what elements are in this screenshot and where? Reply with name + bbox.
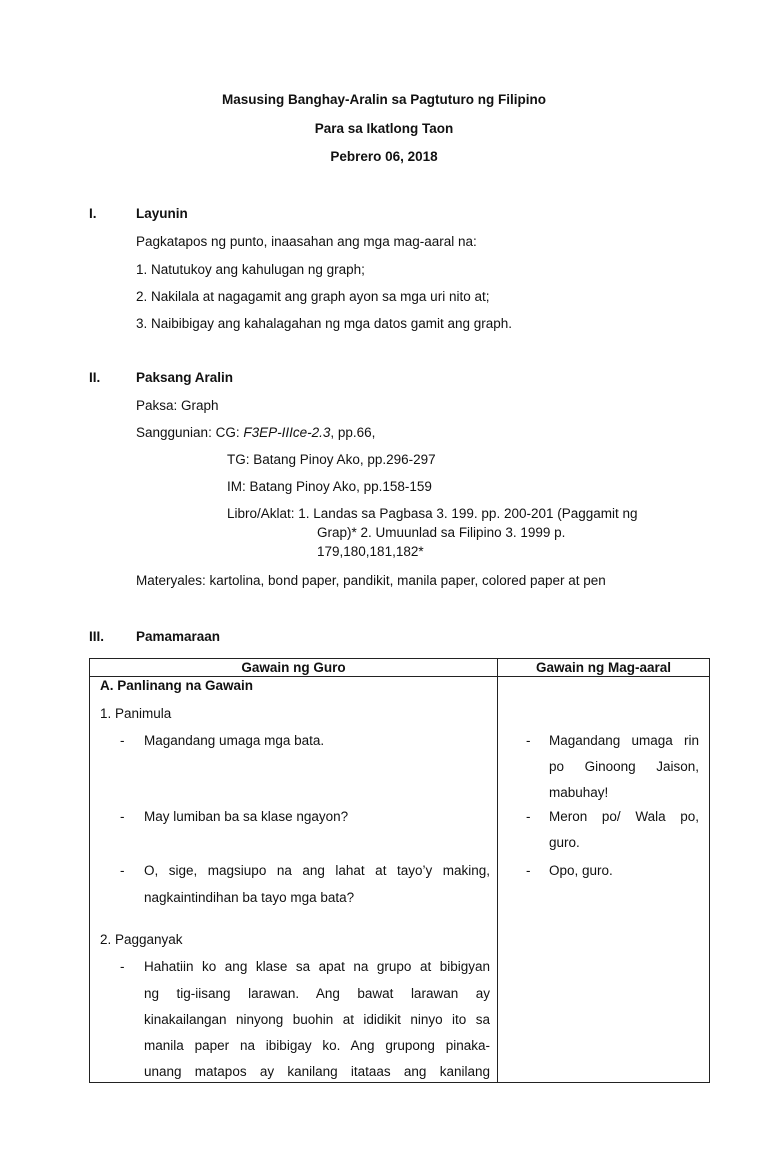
- dash-bullet: -: [526, 863, 531, 878]
- section-2-numeral: II.: [89, 370, 101, 385]
- student-column-header: Gawain ng Mag-aaral: [498, 659, 710, 677]
- section-1-intro: Pagkatapos ng punto, inaasahan ang mga mag-aaral na:: [136, 234, 477, 249]
- document-title: Masusing Banghay-Aralin sa Pagtuturo ng Filipino: [221, 92, 547, 107]
- document-subtitle: Para sa Ikatlong Taon: [314, 121, 454, 136]
- objective-item: 3. Naibibigay ang kahalagahan ng mga datos gamit ang graph.: [136, 316, 513, 331]
- libro-reference-line-2: Grap)* 2. Umuunlad sa Filipino 3. 1999 p.: [317, 525, 566, 540]
- section-1-numeral: I.: [89, 206, 97, 221]
- student-line: po Ginoong Jaison,: [549, 759, 699, 774]
- dash-bullet: -: [526, 733, 531, 748]
- student-line: guro.: [549, 835, 580, 850]
- sanggunian-code: F3EP-IIIce-2.3: [243, 425, 331, 440]
- section-3-heading: Pamamaraan: [136, 629, 221, 644]
- pagganyak-heading: 2. Pagganyak: [100, 932, 183, 947]
- objective-item: 2. Nakilala at nagagamit ang graph ayon sa mga uri nito at;: [136, 289, 490, 304]
- teacher-line: Hahatiin ko ang klase sa apat na grupo at bibigyan: [144, 959, 490, 974]
- procedure-table: [89, 658, 710, 1083]
- dash-bullet: -: [120, 809, 125, 824]
- teacher-line: ng tig-iisang larawan. Ang bawat larawan ay: [144, 986, 490, 1001]
- section-2-heading: Paksang Aralin: [136, 370, 234, 385]
- libro-reference-line-3: 179,180,181,182*: [317, 544, 424, 559]
- dash-bullet: -: [120, 863, 125, 878]
- student-line: Magandang umaga rin: [549, 733, 699, 748]
- paksa-line: Paksa: Graph: [136, 398, 219, 413]
- dash-bullet: -: [120, 733, 125, 748]
- student-line: Opo, guro.: [549, 863, 613, 878]
- objective-item: 1. Natutukoy ang kahulugan ng graph;: [136, 262, 365, 277]
- teacher-line: kinakailangan ninyong buohin at ididikit ninyo ito sa: [144, 1012, 490, 1027]
- tg-reference: TG: Batang Pinoy Ako, pp.296-297: [227, 452, 436, 467]
- table-row: [90, 677, 710, 1083]
- teacher-line: manila paper na ibibigay ko. Ang grupong pinaka-: [144, 1038, 490, 1053]
- part-a-heading: A. Panlinang na Gawain: [100, 678, 254, 693]
- libro-reference-line-1: Libro/Aklat: 1. Landas sa Pagbasa 3. 199. pp. 200-201 (Paggamit ng: [227, 506, 638, 521]
- im-reference: IM: Batang Pinoy Ako, pp.158-159: [227, 479, 432, 494]
- teacher-line: May lumiban ba sa klase ngayon?: [144, 809, 349, 824]
- student-activity-cell: [498, 677, 710, 1083]
- dash-bullet: -: [120, 959, 125, 974]
- materyales-line: Materyales: kartolina, bond paper, pandikit, manila paper, colored paper at pen: [136, 573, 606, 588]
- teacher-line: nagkaintindihan ba tayo mga bata?: [144, 890, 355, 905]
- sanggunian-rest: , pp.66,: [330, 425, 376, 440]
- teacher-line: Magandang umaga mga bata.: [144, 733, 325, 748]
- teacher-line: O, sige, magsiupo na ang lahat at tayo’y making,: [144, 863, 490, 878]
- sanggunian-line: [136, 425, 375, 440]
- panimula-heading: 1. Panimula: [100, 706, 172, 721]
- teacher-activity-cell: [90, 677, 498, 1083]
- student-line: Meron po/ Wala po,: [549, 809, 699, 824]
- section-1-heading: Layunin: [136, 206, 188, 221]
- table-header-row: [90, 659, 710, 677]
- teacher-column-header: Gawain ng Guro: [90, 659, 498, 677]
- teacher-line: unang matapos ay kanilang itataas ang kanilang: [144, 1064, 490, 1079]
- student-line: mabuhay!: [549, 785, 609, 800]
- dash-bullet: -: [526, 809, 531, 824]
- document-date: Pebrero 06, 2018: [330, 149, 438, 164]
- sanggunian-label: Sanggunian: CG:: [136, 425, 244, 440]
- section-3-numeral: III.: [89, 629, 105, 644]
